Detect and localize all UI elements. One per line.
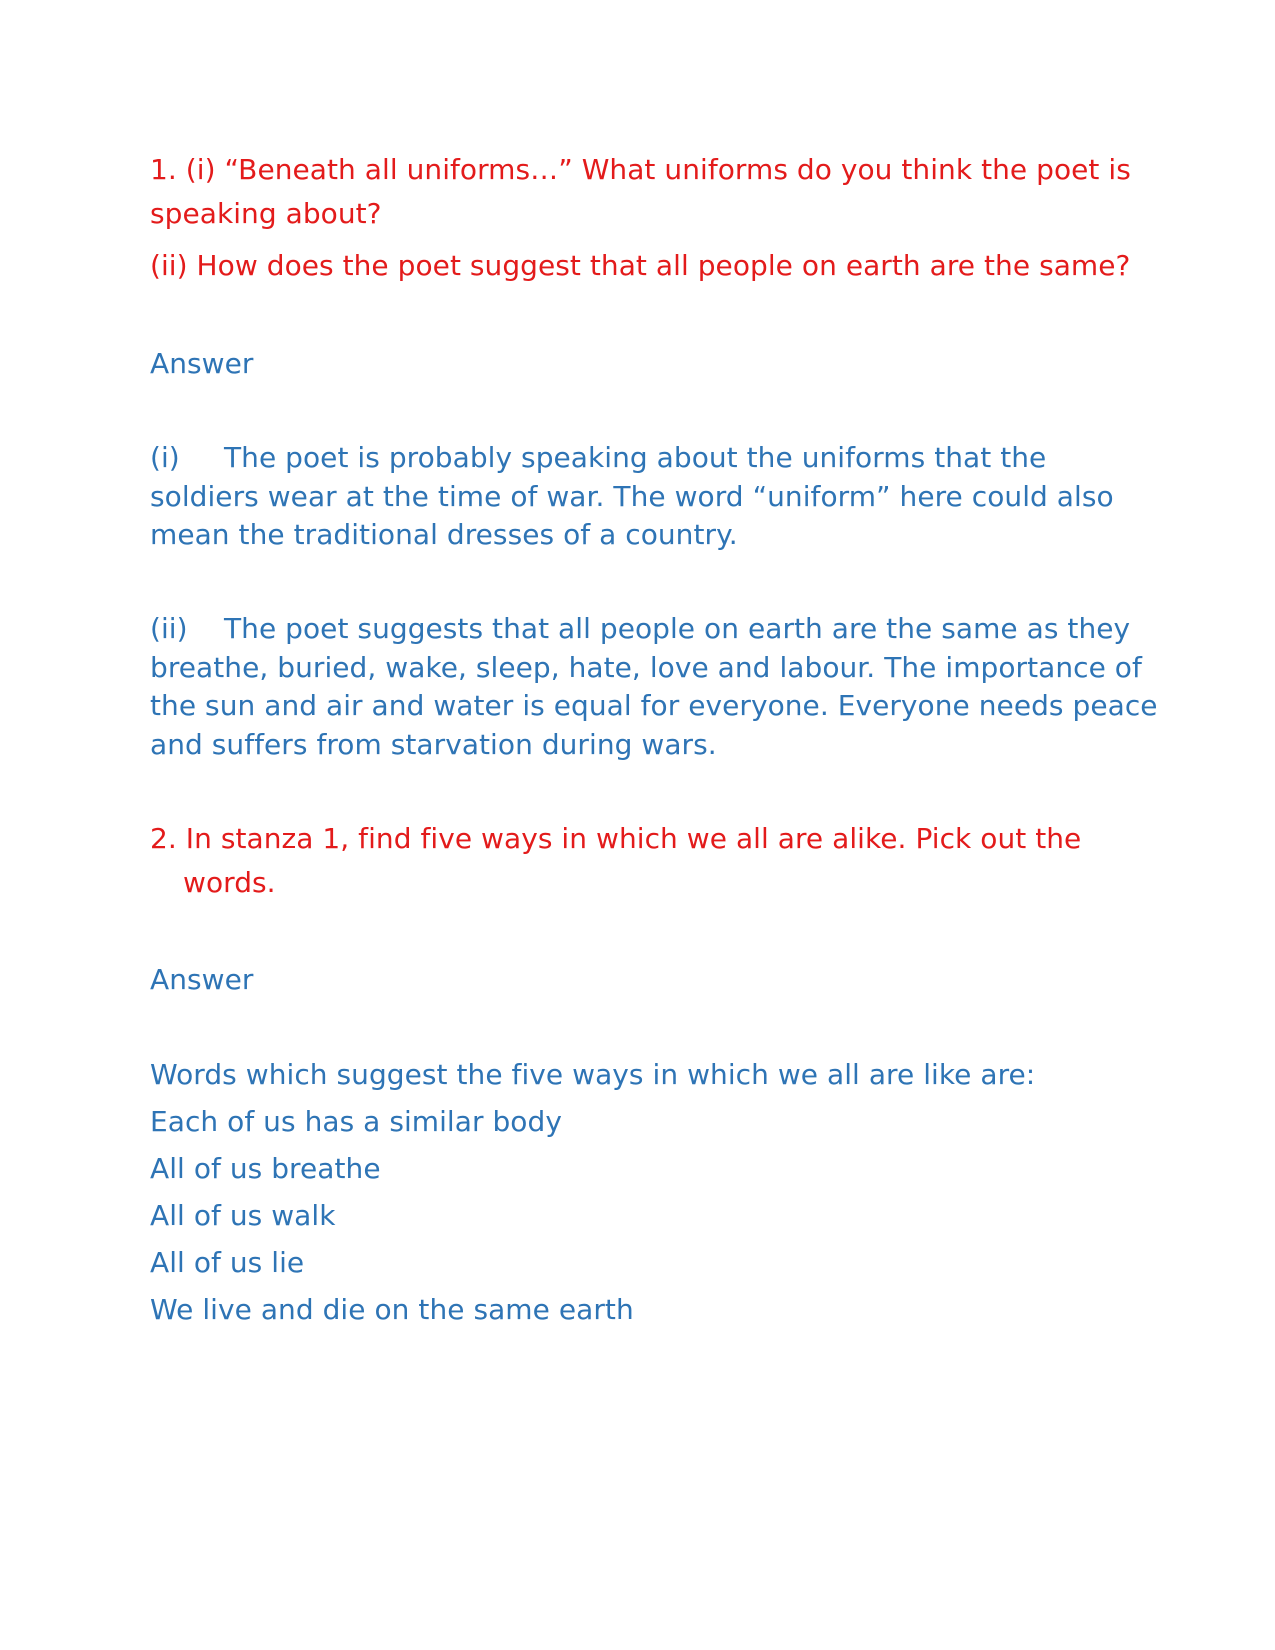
answer-2-item: All of us breathe xyxy=(150,1152,381,1185)
question-2-line-1: 2. In stanza 1, find five ways in which we all are alike. Pick out the xyxy=(150,822,1082,855)
question-1-line-2: speaking about? xyxy=(150,197,382,230)
answer-2-heading: Answer xyxy=(150,963,254,996)
answer-1-heading: Answer xyxy=(150,347,254,380)
answer-2-intro: Words which suggest the five ways in which we all are like are: xyxy=(150,1058,1036,1091)
answer-1-ii-line-4: and suffers from starvation during wars. xyxy=(150,728,717,761)
question-1-part-ii: (ii) How does the poet suggest that all people on earth are the same? xyxy=(150,249,1131,282)
answer-1-ii-label: (ii) xyxy=(150,612,188,645)
answer-1-ii-line-3: the sun and air and water is equal for everyone. Everyone needs peace xyxy=(150,689,1158,722)
question-1-line-1: 1. (i) “Beneath all uniforms…” What uniforms do you think the poet is xyxy=(150,153,1131,186)
answer-1-ii-text: The poet suggests that all people on earth are the same as they xyxy=(224,612,1131,645)
answer-1-i-text: The poet is probably speaking about the uniforms that the xyxy=(224,441,1047,474)
answer-1-ii-line-1 xyxy=(150,612,1131,645)
answer-1-i-label: (i) xyxy=(150,441,180,474)
answer-1-i-line-1 xyxy=(150,441,1047,474)
answer-1-i-line-3: mean the traditional dresses of a country. xyxy=(150,518,738,551)
answer-2-item: All of us walk xyxy=(150,1199,336,1232)
answer-2-item: We live and die on the same earth xyxy=(150,1293,634,1326)
answer-2-item: All of us lie xyxy=(150,1246,305,1279)
answer-1-ii-line-2: breathe, buried, wake, sleep, hate, love and labour. The importance of xyxy=(150,651,1142,684)
answer-1-i-line-2: soldiers wear at the time of war. The word “uniform” here could also xyxy=(150,480,1114,513)
question-2-line-2: words. xyxy=(183,866,276,899)
answer-2-item: Each of us has a similar body xyxy=(150,1105,562,1138)
